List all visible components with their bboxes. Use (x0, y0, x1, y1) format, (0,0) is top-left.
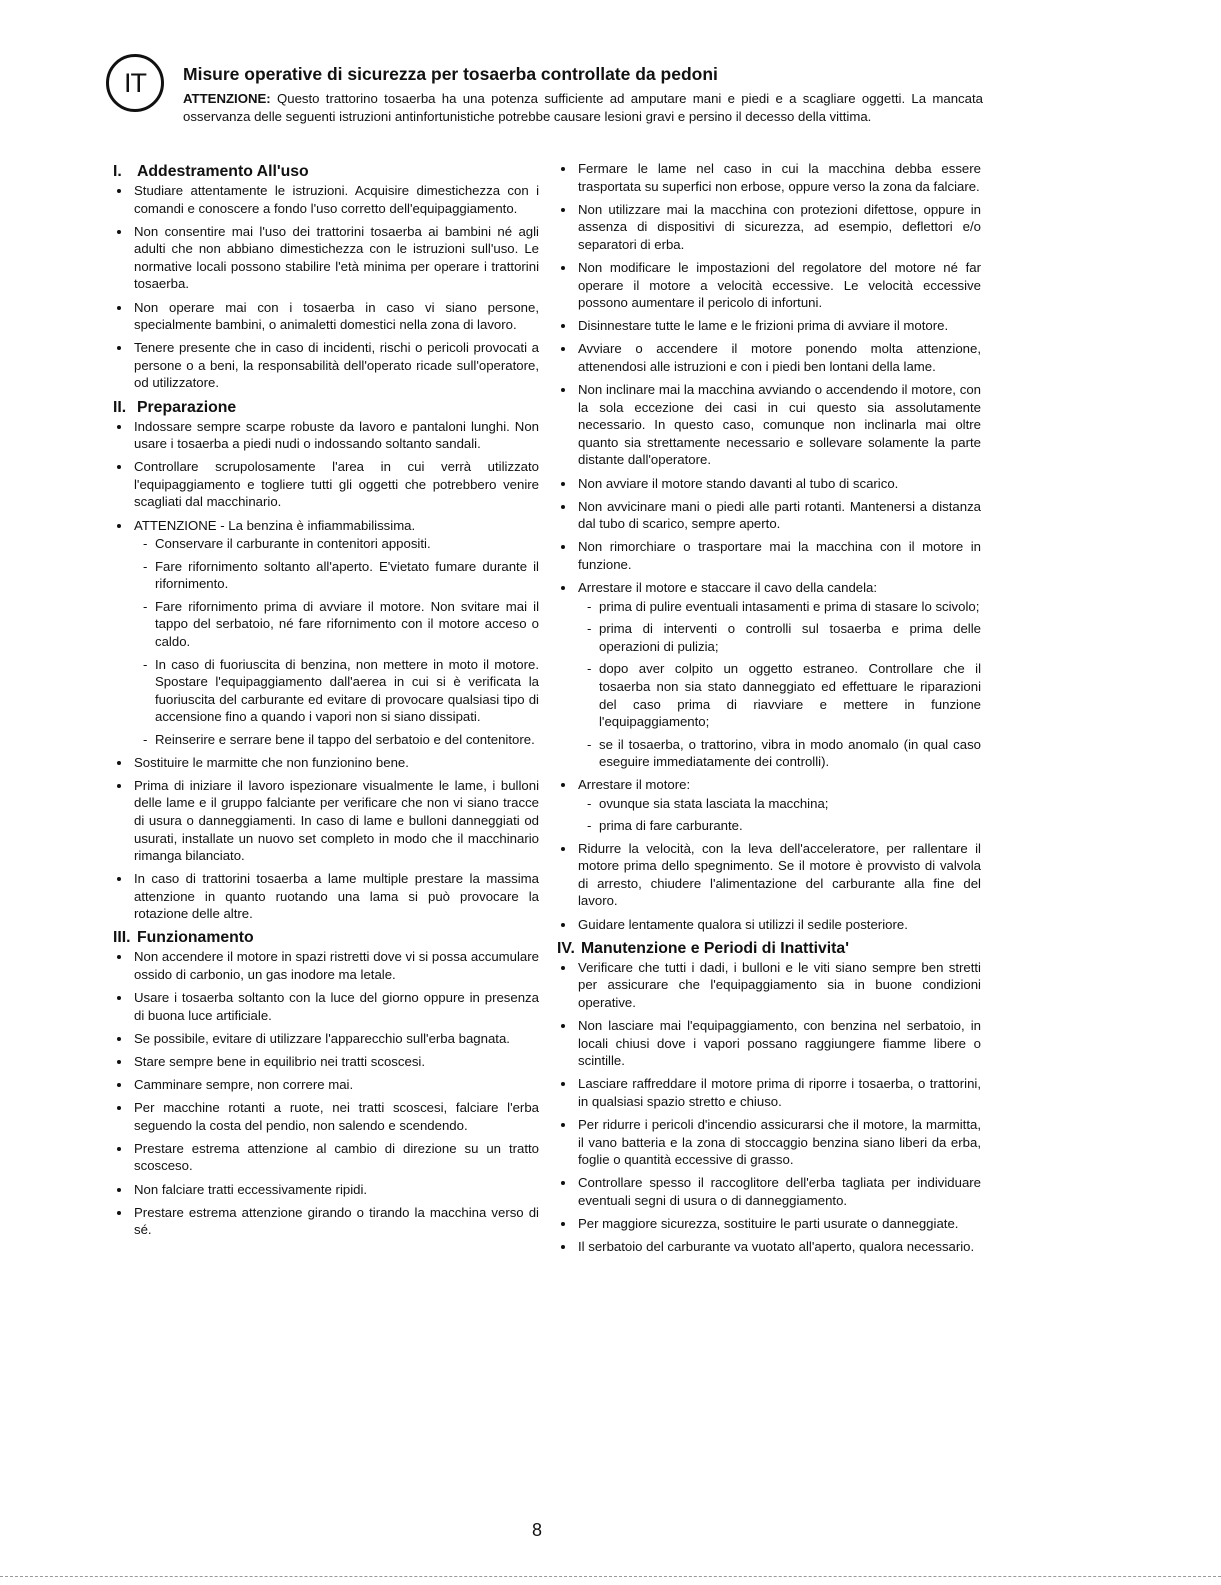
bullet-icon (561, 966, 565, 970)
bullet-icon (561, 847, 565, 851)
sub-list-item: - Fare rifornimento prima di avviare il motore. Non svitare mai il tappo del serbatoio, né fare rifornimento con il motore acceso o caldo. (143, 598, 539, 650)
bullet-icon (561, 1123, 565, 1127)
left-column (113, 160, 539, 1244)
list-item: Camminare sempre, non correre mai. (113, 1076, 539, 1094)
warning-paragraph (183, 90, 983, 126)
list-item: Non accendere il motore in spazi ristretti dove vi si possa accumulare ossido di carbonio, un gas inodore ma letale. (113, 948, 539, 983)
bullet-icon (117, 996, 121, 1000)
bullet-icon (117, 1083, 121, 1087)
bullet-icon (117, 465, 121, 469)
list-item: Non utilizzare mai la macchina con protezioni difettose, oppure in assenza di dispositivi di sicurezza, ad esempio, deflettori e/o separatori di erba. (557, 201, 981, 254)
bullet-icon (117, 877, 121, 881)
list-item: Per macchine rotanti a ruote, nei tratti scoscesi, falciare l'erba seguendo la costa del pendio, non salendo e scendendo. (113, 1099, 539, 1134)
bullet-icon (561, 923, 565, 927)
page-title: Misure operative di sicurezza per tosaerba controllate da pedoni (183, 64, 718, 84)
list-item: Arrestare il motore e staccare il cavo della candela: (557, 579, 981, 597)
section-title-operation: III. Funzionamento (113, 929, 254, 947)
page-number: 8 (532, 1520, 543, 1540)
list-item: Per maggiore sicurezza, sostituire le parti usurate o danneggiate. (557, 1215, 981, 1233)
list-item: Per ridurre i pericoli d'incendio assicurarsi che il motore, la marmitta, il vano batteria e la zona di stoccaggio benzina siano liberi da erba, foglie o quantità eccessive di grasso. (557, 1116, 981, 1169)
bullet-icon (117, 784, 121, 788)
section-title-preparation: II. Preparazione (113, 398, 237, 416)
sub-list-item: - prima di pulire eventuali intasamenti e prima di stasare lo scivolo; (587, 598, 980, 614)
bullet-icon (117, 1037, 121, 1041)
bullet-icon (117, 230, 121, 234)
list-item: Disinnestare tutte le lame e le frizioni prima di avviare il motore. (557, 317, 981, 335)
bullet-icon (117, 955, 121, 959)
bullet-icon (561, 1082, 565, 1086)
list-item: Verificare che tutti i dadi, i bulloni e le viti siano sempre ben stretti per assicurare che l'equipaggiamento sia in buone condizioni operative. (557, 959, 981, 1012)
bullet-icon (561, 482, 565, 486)
bullet-icon (117, 1188, 121, 1192)
list-item: Tenere presente che in caso di incidenti, rischi o pericoli provocati a persone o a beni, la responsabilità dell'operato ricade sull'operatore, od utilizzatore. (113, 339, 539, 392)
bullet-icon (561, 545, 565, 549)
sub-list-item: - In caso di fuoriuscita di benzina, non mettere in moto il motore. Spostare l'equipaggiamento dall'aerea in cui si è verificata la fuoriuscita del carburante ed evitare di provocare qualsiasi tipo di accensione fino a quando i vapori non si siano dissipati. (143, 656, 539, 725)
list-item: Il serbatoio del carburante va vuotato all'aperto, qualora necessario. (557, 1238, 981, 1256)
bullet-icon (561, 266, 565, 270)
bullet-icon (117, 425, 121, 429)
bullet-icon (117, 1106, 121, 1110)
bullet-icon (561, 347, 565, 351)
bullet-icon (117, 1211, 121, 1215)
bullet-icon (561, 388, 565, 392)
bullet-icon (561, 1024, 565, 1028)
bullet-icon (117, 189, 121, 193)
section-title-maintenance: IV. Manutenzione e Periodi di Inattivita' (557, 939, 849, 957)
right-column (557, 160, 981, 1261)
list-item: In caso di trattorini tosaerba a lame multiple prestare la massima attenzione in quanto ruotando una lama si può provocare la rotazione delle altre. (113, 870, 539, 923)
bullet-icon (561, 505, 565, 509)
list-item: ATTENZIONE - La benzina è infiammabilissima. (113, 517, 539, 535)
bullet-icon (117, 761, 121, 765)
list-item: Sostituire le marmitte che non funzionino bene. (113, 754, 539, 772)
list-item: Non lasciare mai l'equipaggiamento, con benzina nel serbatoio, in locali chiusi dove i vapori possano raggiungere fiamme libere o scintille. (557, 1017, 981, 1070)
sub-list-item: - ovunque sia stata lasciata la macchina; (587, 795, 829, 811)
list-item: Prima di iniziare il lavoro ispezionare visualmente le lame, i bulloni delle lame e il gruppo falciante per verificare che non vi siano tracce di usura o danneggiamenti. In caso di lame e bulloni danneggiati od usurati, installate un nuovo set completo in modo che il macchinario rimanga bilanciato. (113, 777, 539, 865)
list-item: Non falciare tratti eccessivamente ripidi. (113, 1181, 539, 1199)
list-item: Non inclinare mai la macchina avviando o accendendo il motore, con la sola eccezione dei casi in cui questo sia assolutamente necessario. In questo caso, comunque non inclinarla mai oltre quanto sia strettamente necessario e sollevare solamente la parte distante dall'operatore. (557, 381, 981, 469)
list-item: Controllare scrupolosamente l'area in cui verrà utilizzato l'equipaggiamento e togliere tutti gli oggetti che potrebbero venire scagliati dal macchinario. (113, 458, 539, 511)
bullet-icon (561, 167, 565, 171)
sub-list-item: - Reinserire e serrare bene il tappo del serbatoio e del contenitore. (143, 732, 535, 748)
section-title-training: I. Addestramento All'uso (113, 163, 309, 180)
bullet-icon (117, 346, 121, 350)
bullet-icon (561, 1181, 565, 1185)
bullet-icon (561, 324, 565, 328)
list-item: Fermare le lame nel caso in cui la macchina debba essere trasportata su superfici non erbose, oppure verso la zona da falciare. (557, 160, 981, 195)
sub-list-item: - prima di fare carburante. (587, 818, 743, 834)
list-item: Non rimorchiare o trasportare mai la macchina con il motore in funzione. (557, 538, 981, 573)
bullet-icon (561, 1245, 565, 1249)
warning-text: Questo trattorino tosaerba ha una potenza sufficiente ad amputare mani e piedi e a scagliare oggetti. La mancata osservanza delle seguenti istruzioni antinfortunistiche potrebbe causare lesioni gravi e persino il decesso della vittima. (183, 91, 983, 124)
list-item: Studiare attentamente le istruzioni. Acquisire dimestichezza con i comandi e conoscere a fondo l'uso corretto dell'equipaggiamento. (113, 182, 539, 217)
bullet-icon (117, 524, 121, 528)
list-item: Indossare sempre scarpe robuste da lavoro e pantaloni lunghi. Non usare i tosaerba a piedi nudi o indossando soltanto sandali. (113, 418, 539, 453)
list-item: Arrestare il motore: (557, 776, 981, 794)
header (183, 64, 983, 126)
sub-list-item: - dopo aver colpito un oggetto estraneo. Controllare che il tosaerba non sia stato danneggiato ed effettuare le riparazioni del caso prima di riavviare e mettere in funzione l'equipaggiamento; (587, 661, 981, 730)
list-item: Ridurre la velocità, con la leva dell'acceleratore, per rallentare il motore prima dello spegnimento. Se il motore è provvisto di valvola di arresto, chiudere l'alimentazione del carburante alla fine del lavoro. (557, 840, 981, 910)
list-item: Lasciare raffreddare il motore prima di riporre i tosaerba, o trattorini, in qualsiasi spazio stretto e chiuso. (557, 1075, 981, 1110)
bullet-icon (561, 208, 565, 212)
list-item: Non consentire mai l'uso dei trattorini tosaerba ai bambini né agli adulti che non abbiano dimestichezza con le istruzioni sull'uso. Le normative locali possono stabilire l'età minima per operare i trattorini tosaerba. (113, 223, 539, 293)
list-item: Non modificare le impostazioni del regolatore del motore né far operare il motore a velocità eccessive. Le velocità eccessive possono aumentare il pericolo di infortuni. (557, 259, 981, 312)
sub-list-item: - prima di interventi o controlli sul tosaerba e prima delle operazioni di pulizia; (587, 621, 981, 654)
sub-list-item: - se il tosaerba, o trattorino, vibra in modo anomalo (in qual caso eseguire immediatamente dei controlli). (587, 736, 981, 770)
list-item: Guidare lentamente qualora si utilizzi il sedile posteriore. (557, 916, 981, 934)
sub-list-item: - Fare rifornimento soltanto all'aperto. E'vietato fumare durante il rifornimento. (143, 558, 539, 592)
bullet-icon (117, 1147, 121, 1151)
bullet-icon (117, 1060, 121, 1064)
list-item: Non avviare il motore stando davanti al tubo di scarico. (557, 475, 981, 493)
warning-label: ATTENZIONE: (183, 91, 271, 106)
list-item: Non operare mai con i tosaerba in caso vi siano persone, specialmente bambini, o animaletti domestici nella zona di lavoro. (113, 299, 539, 334)
bullet-icon (561, 1222, 565, 1226)
bottom-divider (0, 1576, 1221, 1577)
list-item: Prestare estrema attenzione girando o tirando la macchina verso di sé. (113, 1204, 539, 1239)
list-item: Prestare estrema attenzione al cambio di direzione su un tratto scosceso. (113, 1140, 539, 1175)
bullet-icon (117, 306, 121, 310)
list-item: Avviare o accendere il motore ponendo molta attenzione, attenendosi alle istruzioni e con i piedi ben lontani della lame. (557, 340, 981, 375)
bullet-icon (561, 783, 565, 787)
list-item: Non avvicinare mani o piedi alle parti rotanti. Mantenersi a distanza dal tubo di scarico, sempre aperto. (557, 498, 981, 533)
list-item: Usare i tosaerba soltanto con la luce del giorno oppure in presenza di buona luce artificiale. (113, 989, 539, 1024)
language-badge-it: IT (106, 54, 164, 112)
bullet-icon (561, 586, 565, 590)
sub-list-item: - Conservare il carburante in contenitori appositi. (143, 536, 431, 552)
list-item: Se possibile, evitare di utilizzare l'apparecchio sull'erba bagnata. (113, 1030, 539, 1048)
list-item: Controllare spesso il raccoglitore dell'erba tagliata per individuare eventuali segni di usura o di danneggiamento. (557, 1174, 981, 1209)
list-item: Stare sempre bene in equilibrio nei tratti scoscesi. (113, 1053, 539, 1071)
